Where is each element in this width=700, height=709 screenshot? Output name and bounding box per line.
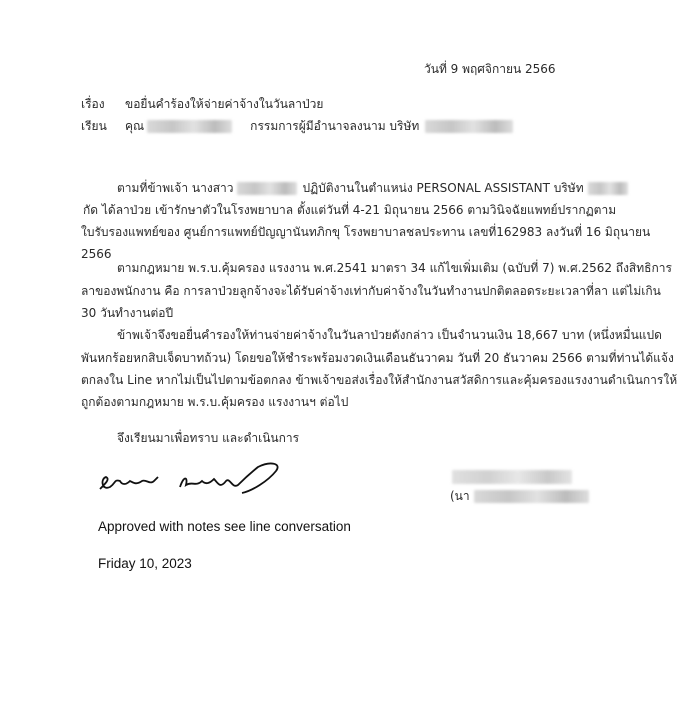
paragraph1-line: ใบรับรองแพทย์ของ ศูนย์การแพทย์ปัญญานันทภิกขุ โรงพยาบาลชลประทาน เลขที่162983 ลงวันที่ 16 มิถุนายน [81,225,651,239]
signer-prefix: (นา [450,489,470,503]
redacted-employee-name [237,182,297,195]
redacted-name [147,120,232,133]
paragraph2-line: ตามกฎหมาย พ.ร.บ.คุ้มครอง แรงงาน พ.ศ.2541 มาตรา 34 แก้ไขเพิ่มเติม (ฉบับที่ 7) พ.ศ.2562 ถึงสิทธิการ [117,261,672,275]
redacted-company [588,182,628,195]
recipient-line [125,118,513,134]
paragraph3-line: ถูกต้องตามกฎหมาย พ.ร.บ.คุ้มครอง แรงงานฯ ต่อไป [81,395,349,409]
paragraph1-first-line [117,180,628,196]
recipient-prefix: คุณ [125,119,145,133]
letter-date: วันที่ 9 พฤศจิกายน 2566 [424,62,556,76]
redacted-signer-name [474,490,589,503]
paragraph3-line: ข้าพเจ้าจึงขอยื่นคำรองให้ท่านจ่ายค่าจ้างในวันลาป่วยดังกล่าว เป็นจำนวนเงิน 18,667 บาท (หนึ่งหมื่นแปด [117,328,662,342]
closing-text: จึงเรียนมาเพื่อทราบ และดำเนินการ [117,431,300,445]
recipient-label: เรียน [81,119,107,133]
redacted-company [425,120,513,133]
subject-label: เรื่อง [81,97,105,111]
subject-text: ขอยื่นคำร้องให้จ่ายค่าจ้างในวันลาป่วย [125,97,324,111]
redacted-signature [452,470,572,484]
signer-line [450,488,589,504]
paragraph3-line: ตกลงใน Line หากไม่เป็นไปตามข้อตกลง ข้าพเจ้าขอส่งเรื่องให้สำนักงานสวัสดิการและคุ้มครองแรงงานดำเนินการให้ [81,373,678,387]
paragraph1-line: 2566 [81,247,112,261]
approval-note: Approved with notes see line conversation [98,519,351,534]
handwritten-signature [92,455,292,505]
paragraph1-line: กัด ได้ลาป่วย เข้ารักษาตัวในโรงพยาบาล ตั้งแต่วันที่ 4-21 มิถุนายน 2566 ตามวินิจฉัยแพทย์ปรากฏตาม [83,203,617,217]
paragraph2-line: ลาของพนักงาน คือ การลาป่วยลูกจ้างจะได้รับค่าจ้างเท่ากับค่าจ้างในวันทำงานปกติตลอดระยะเวลาที่ลา แต่ไม่เกิน [81,284,661,298]
recipient-title: กรรมการผู้มีอำนาจลงนาม บริษัท [250,119,420,133]
paragraph3-line: พันหกร้อยหกสิบเจ็ดบาทถ้วน) โดยขอให้ชำระพร้อมงวดเงินเดือนธันวาคม วันที่ 20 ธันวาคม 2566 ตามที่ท่านได้แจ้ง [81,351,674,365]
paragraph2-line: 30 วันทำงานต่อปี [81,306,174,320]
approval-date: Friday 10, 2023 [98,556,192,571]
paragraph1-line: ตามที่ข้าพเจ้า นางสาว [117,181,234,195]
paragraph1-line: ปฏิบัติงานในตำแหน่ง PERSONAL ASSISTANT บริษัท [302,181,584,195]
